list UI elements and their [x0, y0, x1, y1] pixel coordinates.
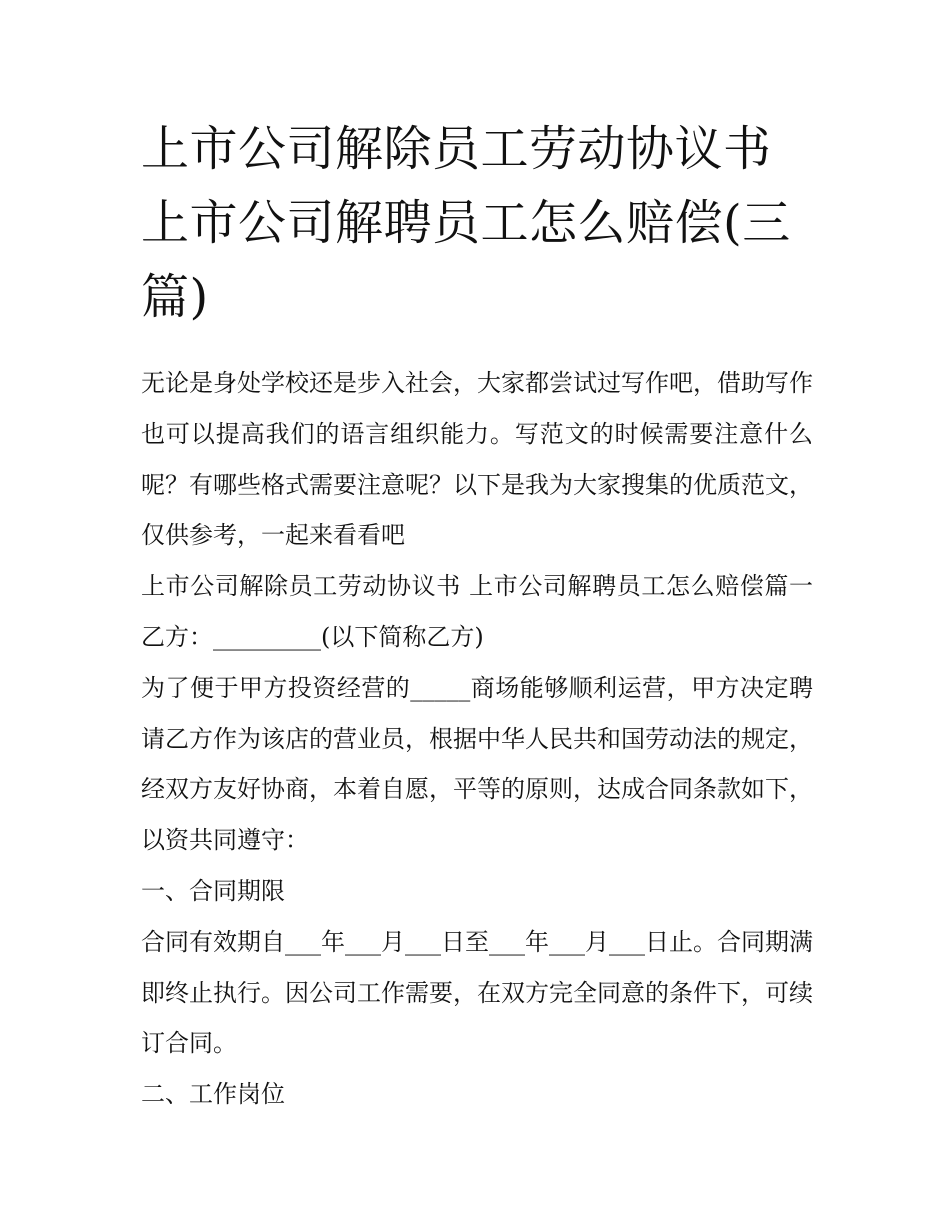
clause-heading-contract-term: 一、合同期限 — [141, 876, 285, 905]
clause-heading-job-position: 二、工作岗位 — [141, 1080, 285, 1109]
contract-preamble-paragraph: 为了便于甲方投资经营的_____商场能够顺利运营，甲方决定聘请乙方作为该店的营业员，根据中华人民共和国劳动法的规定，经双方友好协商，本着自愿，平等的原则，达成合同条款如下，以资共同遵守： — [141, 673, 813, 855]
contract-term-paragraph: 合同有效期自___年___月___日至___年___月___日止。合同期满即终止执行。因公司工作需要，在双方完全同意的条件下，可续订合同。 — [141, 927, 813, 1058]
intro-paragraph: 无论是身处学校还是步入社会，大家都尝试过写作吧，借助写作也可以提高我们的语言组织能力。写范文的时候需要注意什么呢？有哪些格式需要注意呢？以下是我为大家搜集的优质范文，仅供参考，一起来看看吧 — [141, 369, 813, 550]
section-heading-part-one: 上市公司解除员工劳动协议书 上市公司解聘员工怎么赔偿篇一 乙方：_________(以下简称乙方) — [141, 572, 813, 651]
document-content — [141, 112, 813, 1120]
document-body — [141, 358, 813, 1120]
document-title: 上市公司解除员工劳动协议书 上市公司解聘员工怎么赔偿(三篇) — [141, 121, 791, 325]
